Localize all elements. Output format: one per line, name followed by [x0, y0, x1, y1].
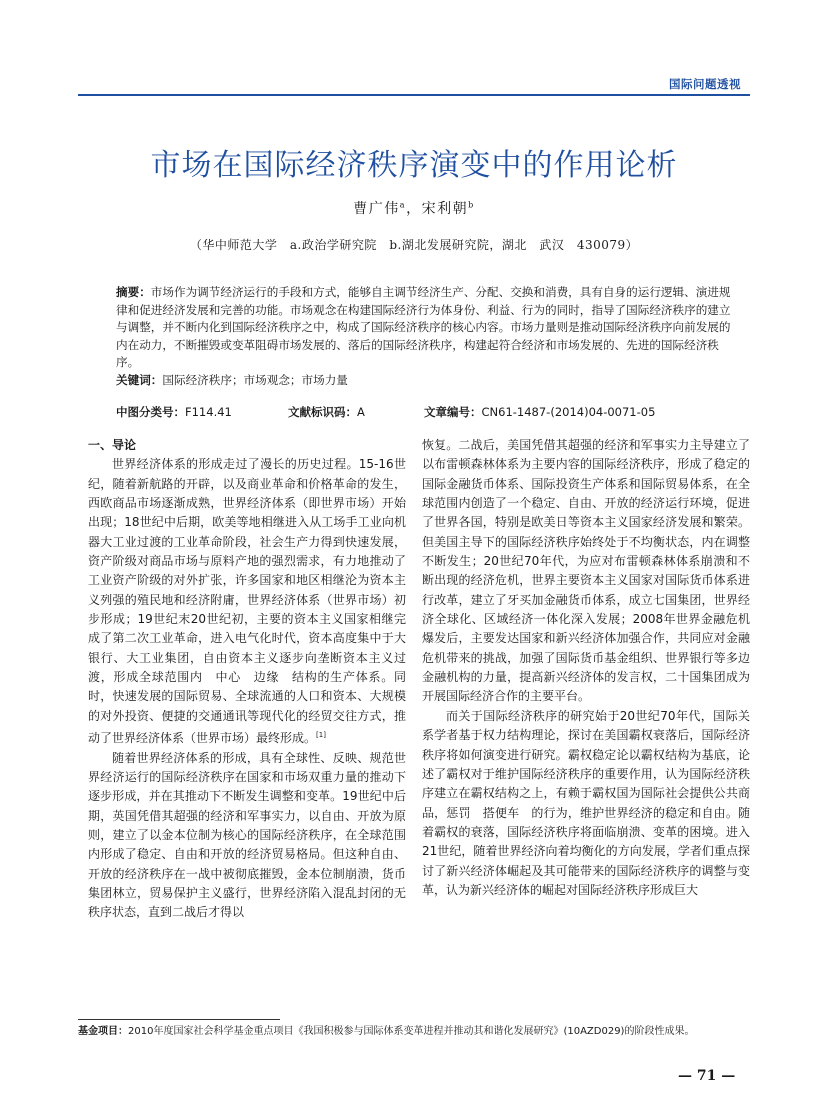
keywords-text: 国际经济秩序；市场观念；市场力量 [162, 372, 348, 387]
abstract-label: 摘要： [116, 285, 151, 299]
author-name: 曹广伟 [353, 201, 400, 217]
footnote-label: 基金项目： [78, 1026, 128, 1037]
paragraph: 随着世界经济体系的形成，具有全球性、反映、规范世界经济运行的国际经济秩序在国家和市场双重力量的推动下逐步形成，并在其推动下不断发生调整和变革。19世纪中后期，英国凭借其超强的经济和军事实力，以自由、开放为原则，建立了以金本位制为核心的国际经济秩序，在全球范围内形成了稳定、自由和开放的经济贸易格局。但这种自由、开放的经济秩序在一战中被彻底摧毁，金本位制崩溃，货币集团林立，贸易保护主义盛行，世界经济陷入混乱封闭的无秩序状态，直到二战后才得以 [88, 750, 406, 920]
section-heading: 一、导论 [88, 438, 137, 452]
paragraph: 恢复。二战后，美国凭借其超强的经济和军事实力主导建立了以布雷顿森林体系为主要内容的国际经济秩序，形成了稳定的国际金融货币体系、国际投资生产体系和国际贸易体系，在全球范围内创造了一个稳定、自由、开放的经济运行环境，促进了世界各国，特别是欧美日等资本主义国家经济发展和繁荣。但美国主导下的国际经济秩序始终处于不均衡状态，内在调整不断发生；20世纪70年代，为应对布雷顿森林体系崩溃和不断出现的经济危机，世界主要资本主义国家对国际货币体系进行改革，建立了牙买加金融货币体系，成立七国集团，世界经济全球化、区域经济一体化深入发展；2008年世界金融危机爆发后，主要发达国家和新兴经济体加强合作，共同应对金融危机带来的挑战，加强了国际货币基金组织、世界银行等多边金融机构的力量，提高新兴经济体的发言权，二十国集团成为开展国际经济合作的主要平台。 [422, 438, 750, 704]
author-affil-mark: b [468, 200, 475, 210]
affiliation: （华中师范大学 a.政治学研究院 b.湖北发展研究院，湖北 武汉 430079） [189, 238, 639, 252]
abstract-body [88, 284, 740, 372]
author-affil-mark: a [399, 200, 407, 210]
paragraph: 世界经济体系的形成走过了漫长的历史过程。15-16世纪，随着新航路的开辟，以及商业革命和价格革命的发生，西欧商品市场逐渐成熟，世界经济体系（即世界市场）开始出现；18世纪中后期，欧美等地相继进入从工场手工业向机器大工业过渡的工业革命阶段，社会生产力得到快速发展，资产阶级对商品市场与原料产地的强烈需求，有力地推动了工业资产阶级的对外扩张，许多国家和地区相继沦为资本主义列强的殖民地和经济附庸，世界经济体系（世界市场）初步形成；19世纪末20世纪初，主要的资本主义国家相继完成了第二次工业革命，进入电气化时代，资本高度集中于大银行、大工业集团，自由资本主义逐步向垄断资本主义过渡，形成全球范围内 中心 边缘 结构的生产体系。同时，快速发展的国际贸易、全球流通的人口和资本、大规模的对外投资、便捷的交通通讯等现代化的经贸交往方式，推动了世界经济体系（世界市场）最终形成。[1] [88, 457, 406, 746]
left-column [88, 436, 406, 923]
footnote-rule [78, 1019, 280, 1020]
author-name: 宋利朝 [421, 201, 469, 217]
keywords [88, 372, 740, 390]
article-id: 文章编号：CN61-1487-(2014)04-0071-05 [424, 405, 656, 419]
article-title: 市场在国际经济秩序演变中的作用论析 [150, 148, 678, 183]
clc-code: 中图分类号：F114.41 [116, 405, 232, 419]
section-tag: 国际问题透视 [669, 77, 741, 91]
footnote [78, 1024, 750, 1039]
keywords-label: 关键词： [116, 372, 163, 387]
authors [78, 198, 750, 218]
abstract [88, 284, 740, 390]
article-meta [116, 404, 756, 420]
abstract-text: 市场作为调节经济运行的手段和方式，能够自主调节经济生产、分配、交换和消费，具有自身的运行逻辑、演进规律和促进经济发展和完善的功能。市场观念在构建国际经济行为体身份、利益、行为的同时，指导了国际经济秩序的建立与调整，并不断内化到国际经济秩序之中，构成了国际经济秩序的核心内容。市场力量则是推动国际经济秩序向前发展的内在动力，不断摧毁或变革阻碍市场发展的、落后的国际经济秩序，构建起符合经济和市场发展的、先进的国际经济秩序。 [116, 285, 731, 370]
author-separator: ， [406, 201, 422, 217]
doc-code: 文献标识码：A [288, 405, 365, 419]
header-rule [78, 94, 750, 96]
right-column [422, 436, 750, 900]
citation-ref: [1] [316, 731, 326, 740]
page-number: — 71 — [678, 1068, 736, 1084]
footnote-text: 2010年度国家社会科学基金重点项目《我国积极参与国际体系变革进程并推动其和谐化发展研究》(10AZD029)的阶段性成果。 [128, 1026, 695, 1037]
paragraph: 而关于国际经济秩序的研究始于20世纪70年代，国际关系学者基于权力结构理论，探讨在美国霸权衰落后，国际经济秩序将如何演变进行研究。霸权稳定论以霸权结构为基底，论述了霸权对于维护国际经济秩序的重要作用，认为国际经济秩序建立在霸权结构之上，有赖于霸权国为国际社会提供公共商品，惩罚 搭便车 的行为，维护世界经济的稳定和自由。随着霸权的衰落，国际经济秩序将面临崩溃、变革的困境。进入21世纪，随着世界经济向着均衡化的方向发展，学者们重点探讨了新兴经济体崛起及其可能带来的国际经济秩序的调整与变革，认为新兴经济体的崛起对国际经济秩序形成巨大 [422, 708, 750, 897]
